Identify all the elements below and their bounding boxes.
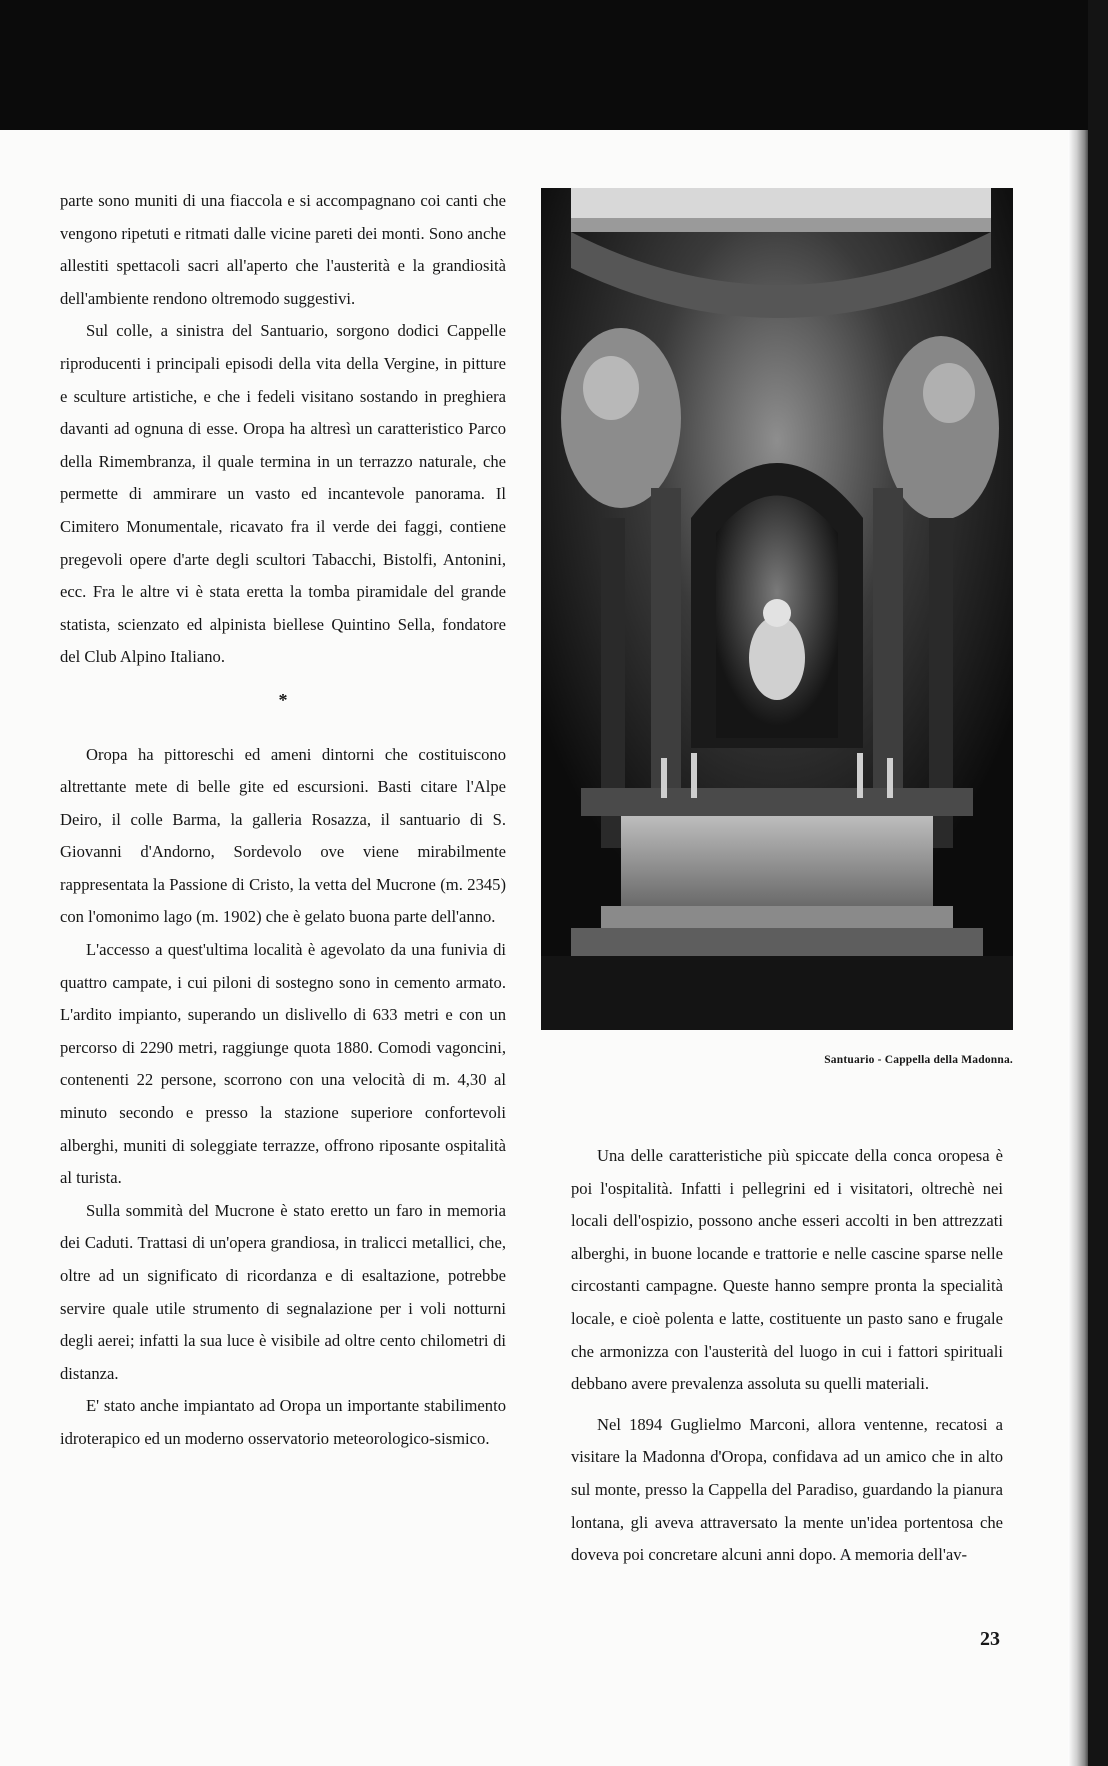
paragraph: Oropa ha pittoreschi ed ameni dintorni che costituiscono altrettante mete di belle gite ed escursioni. Basti citare l'Alpe Deiro, il colle Barma, la galleria Rosazza, il santuario di S. Giovanni d'Andorno, Sordevolo ove viene mirabilmente rappresentata la Passione di Cristo, la vetta del Mucrone (m. 2345) con l'omonimo lago (m. 1902) che è gelato buona parte dell'anno. — [60, 744, 506, 927]
photo-caption: Santuario - Cappella della Madonna. — [824, 1054, 1013, 1066]
right-text-column — [571, 1140, 1003, 1572]
scan-top-border — [0, 0, 1108, 130]
paragraph: parte sono muniti di una fiaccola e si accompagnano coi canti che vengono ripetuti e ritmati dalle vicine pareti dei monti. Sono anche allestiti spettacoli sacri all'aperto che l'austerità e la grandiosità dell'ambiente rendono oltremodo suggestivi. — [60, 191, 506, 308]
page-number: 23 — [980, 1628, 1000, 1650]
left-text-column — [60, 185, 506, 1456]
scan-right-border — [1088, 0, 1108, 1766]
page-edge-shadow — [1068, 130, 1090, 1766]
paragraph: Nel 1894 Guglielmo Marconi, allora ventenne, recatosi a visitare la Madonna d'Oropa, confidava ad un amico che in alto sul monte, presso la Cappella del Paradiso, guardando la pianura lontana, gli aveva attraversato la mente un'idea portentosa che doveva poi concretare alcuni anni dopo. A memoria dell'av- — [571, 1414, 1003, 1565]
chapel-photo — [541, 188, 1013, 1030]
paragraph: L'accesso a quest'ultima località è agevolato da una funivia di quattro campate, i cui piloni di sostegno sono in cemento armato. L'ardito impianto, superando un dislivello di 633 metri e con un percorso di 2290 metri, raggiunge quota 1880. Comodi vagoncini, contenenti 22 persone, scorrono con una velocità di m. 4,30 al minuto secondo e presso la stazione superiore confortevoli alberghi, muniti di soleggiate terrazze, offrono riposante ospitalità al turista. — [60, 940, 506, 1188]
paragraph: Sulla sommità del Mucrone è stato eretto un faro in memoria dei Caduti. Trattasi di un'opera grandiosa, in tralicci metallici, che, oltre ad un significato di ricordanza e di esaltazione, potrebbe servire quale utile strumento di segnalazione per i voli notturni degli aerei; infatti la sua luce è visibile ad oltre cento chilometri di distanza. — [60, 1200, 506, 1383]
section-separator: * — [278, 689, 288, 710]
paragraph: E' stato anche impiantato ad Oropa un importante stabilimento idroterapico ed un moderno osservatorio meteorologico-sismico. — [60, 1396, 506, 1448]
paragraph: Una delle caratteristiche più spiccate della conca oropesa è poi l'ospitalità. Infatti i pellegrini ed i visitatori, oltrechè nei locali dell'ospizio, possono anche esseri accolti in ben attrezzati alberghi, in buone locande e trattorie e nelle cascine sparse nelle circostanti campagne. Queste hanno sempre pronta la specialità locale, e cioè polenta e latte, costituente un pasto sano e frugale che armonizza con l'austerità del luogo in cui i fattori spirituali debbano avere prevalenza assoluta su quelli materiali. — [571, 1146, 1003, 1394]
paragraph: Sul colle, a sinistra del Santuario, sorgono dodici Cappelle riproducenti i principali episodi della vita della Vergine, in pitture e sculture artistiche, e che i fedeli visitano sostando in preghiera davanti ad ognuna di esse. Oropa ha altresì un caratteristico Parco della Rimembranza, il quale termina in un terrazzo naturale, che permette di ammirare un vasto ed incantevole panorama. Il Cimitero Monumentale, ricavato fra il verde dei faggi, contiene pregevoli opere d'arte degli scultori Tabacchi, Bistolfi, Antonini, ecc. Fra le altre vi è stata eretta la tomba piramidale del grande statista, scienzato ed alpinista biellese Quintino Sella, fondatore del Club Alpino Italiano. — [60, 321, 506, 667]
